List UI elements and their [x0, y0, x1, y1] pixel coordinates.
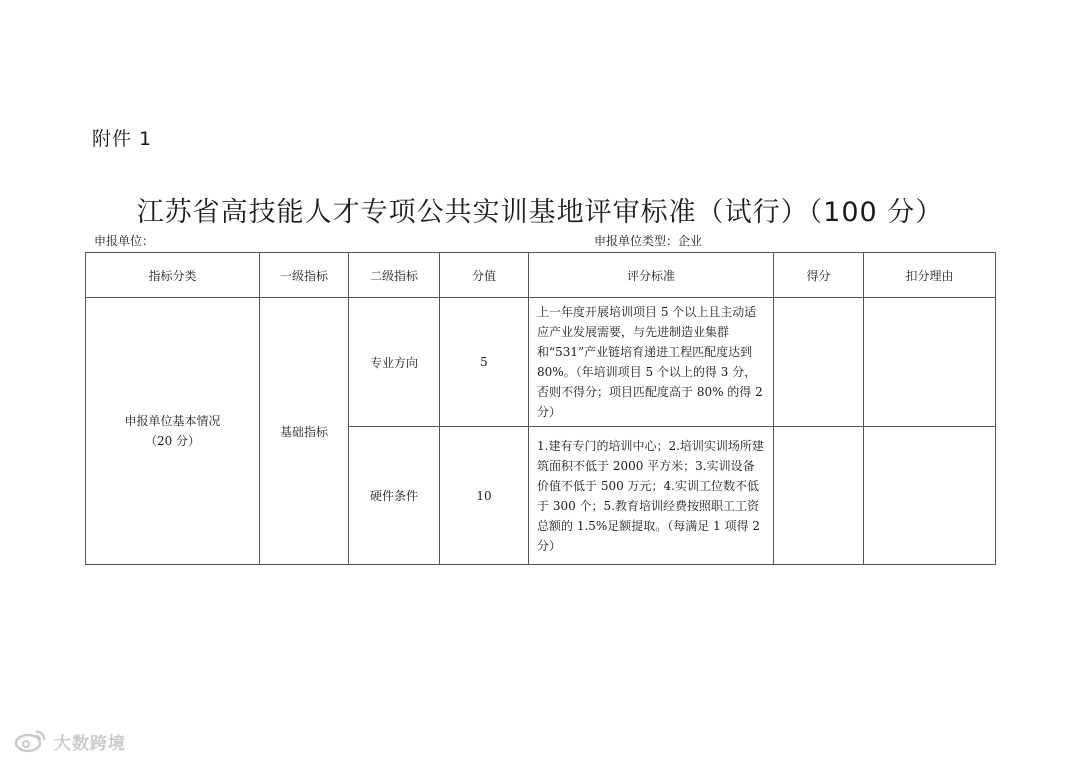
category-label: 申报单位基本情况: [124, 414, 221, 428]
column-header: 扣分理由: [864, 253, 996, 298]
deduction-reason-cell[interactable]: [864, 298, 996, 427]
column-header: 一级指标: [260, 253, 349, 298]
column-header: 指标分类: [86, 253, 260, 298]
scoring-criteria: 1.建有专门的培训中心；2.培训实训场所建筑面积不低于 2000 平方米；3.实训设备价值不低于 500 万元；4.实训工位数不低于 300 个；5.教育培训经费按照职工工资总额的 1.5%足额提取。（每满足 1 项得 2 分）: [529, 427, 774, 565]
table-row: [86, 298, 996, 427]
category-score: （20 分）: [144, 434, 201, 448]
applicant-unit-label: 申报单位：: [94, 234, 155, 248]
column-header: 评分标准: [529, 253, 774, 298]
deduction-reason-cell[interactable]: [864, 427, 996, 565]
score-value: 5: [440, 298, 529, 427]
attachment-label: 附件 1: [92, 128, 153, 150]
table-header-row: [86, 253, 996, 298]
level2-indicator: 专业方向: [349, 298, 440, 427]
evaluation-table: [85, 252, 996, 565]
score-value: 10: [440, 427, 529, 565]
scoring-criteria: 上一年度开展培训项目 5 个以上且主动适应产业发展需要，与先进制造业集群和“531”产业链培育递进工程匹配度达到 80%。（年培训项目 5 个以上的得 3 分，否则不得分；项目匹配度高于 80% 的得 2 分）: [529, 298, 774, 427]
weibo-logo-icon: [14, 728, 48, 754]
column-header: 二级指标: [349, 253, 440, 298]
level2-indicator: 硬件条件: [349, 427, 440, 565]
earned-score-cell[interactable]: [774, 298, 864, 427]
document-title: 江苏省高技能人才专项公共实训基地评审标准（试行）（100 分）: [136, 197, 944, 228]
applicant-type-label: 申报单位类型：企业: [594, 234, 703, 248]
category-cell: [86, 298, 260, 565]
column-header: 得分: [774, 253, 864, 298]
watermark: [14, 728, 126, 754]
column-header: 分值: [440, 253, 529, 298]
earned-score-cell[interactable]: [774, 427, 864, 565]
level1-indicator: 基础指标: [260, 298, 349, 565]
watermark-text: 大数跨境: [54, 733, 126, 754]
